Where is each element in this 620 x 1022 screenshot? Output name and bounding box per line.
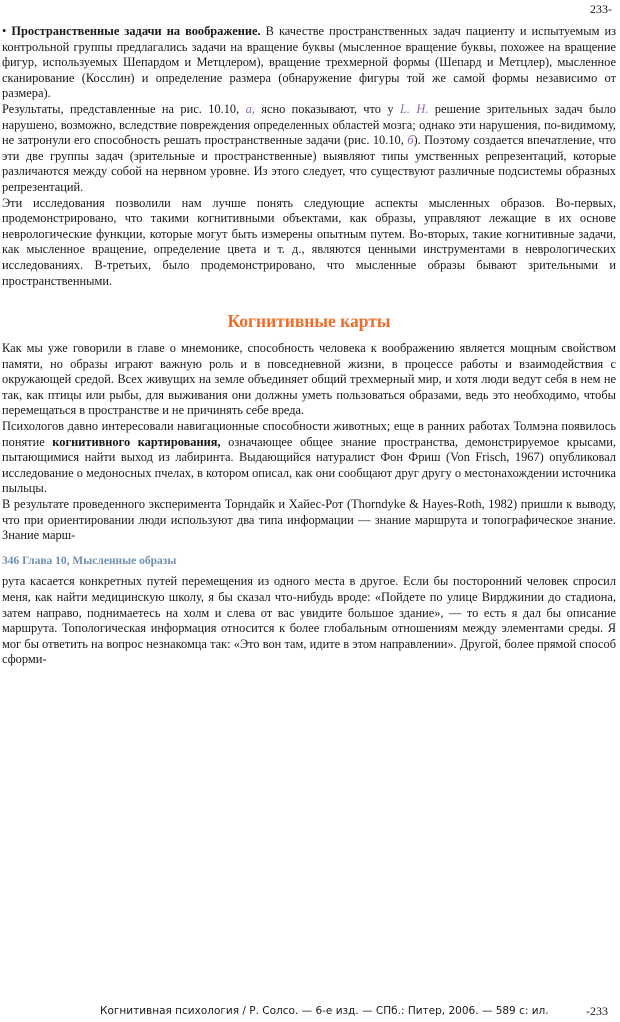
section-heading: Когнитивные карты [227,311,391,332]
paragraph-results [2,102,616,196]
page-number-bottom: -233 [586,1004,608,1018]
text-run: Результаты, представленные на рис. 10.10, [2,101,246,116]
footer-citation: Когнитивная психология / Р. Солсо. — 6-е изд. — СПб.: Питер, 2006. — 589 с: ил. [100,1005,549,1017]
text-run: решение зрительных задач было нарушено, возможно, вследствие повреждения определенных областей мозга; однако эти нарушения, по-видимому, не затронули его способность решать пространственные задачи (рис. 10.10, [2,101,617,148]
figure-ref-a: a, [245,101,255,116]
running-header: 346 Глава 10, Мысленные образы [2,554,177,567]
subject-ref-lh: L. H. [399,101,429,116]
paragraph-route-continued: рута касается конкретных путей перемещения из одного места в другое. Если бы посторонний человек спросил меня, как найти медицинскую школу, я бы сказал что-нибудь вроде: «Пойдете по улице Вирджинии до стадиона, затем направо, поднимаетесь на холм и слева от вас увидите большое здание», — то есть я дал бы описание маршрута. Топологическая информация относится к более глобальным отношениям между элементами среды. Я мог бы ответить на вопрос незнакомца так: «Это вон там, идите в этом направлении». Другой, более прямой способ сформи- [2,574,616,667]
text-run: означающее общее знание пространства, демонстрируемое крысами, пытающимися найти выход из лабиринта. Выдающийся натуралист Фон Фриш (Von Frisch, 1967) опубликовал исследование о медоносных пчелах, в котором описал, как они сообщают друг другу о местонахождении источника пыльцы. [2,434,616,496]
text-run: ясно показывают, что у [254,101,400,116]
text-run: Психологов давно интересовали навигационные способности животных; еще в ранних работах Толмэна появилось понятие [2,419,616,449]
paragraph-text: В качестве пространственных задач пациенту и испытуемым из контрольной группы предлагались задачи на вращение буквы (мысленное вращение буквы, похожее на вращение фигур, используемых Шепардом и Метцлером), вращение трехмерной формы (Шепард и Метцлер), мысленное сканирование (Косслин) и определение размера (обнаружение фигуры той же самой формы независимо от размера). [2,24,616,101]
text-run: ). Поэтому создается впечатление, что эти две группы задач (зрительные и пространственные) выявляют типы умственных репрезентаций, которые различаются между собой на нервном уровне. Из этого следует, что существуют различные подсистемы образных репрезентаций. [2,133,616,194]
paragraph-conclusions: Эти исследования позволили нам лучше понять следующие аспекты мысленных образов. Во-первых, продемонстрировано, что такими когнитивными объектами, как образы, управляют лежащие в их основе неврологические функции, которые могут быть измерены опытным путем. Во-вторых, такие когнитивные задачи, как мысленное вращение, определение цвета и т. д., являются ценными инструментами в неврологических исследованиях. В-третьих, было продемонстрировано, что мысленные образы бывают зрительными и пространственными. [2,195,616,288]
paragraph-navigation [2,419,616,497]
paragraph-spatial-tasks [2,24,616,102]
bold-lead: Пространственные задачи на воображение. [11,24,261,38]
page-number-top: 233- [590,2,612,16]
paragraph-route-knowledge: В результате проведенного эксперимента Торндайк и Хайес-Рот (Thorndyke & Hayes-Roth, 1982) пришли к выводу, что при ориентировании люди используют два типа информации — знание маршрута и топографическое знание. Знание марш- [2,497,616,543]
figure-ref-b: б [407,133,414,148]
bold-term: когнитивного картирования, [52,434,221,449]
page-body [2,24,616,668]
paragraph-imagery-memory: Как мы уже говорили в главе о мнемонике, способность человека к воображению является мощным свойством памяти, но образы играют важную роль и в повседневной жизни, в процессе работы и взаимодействия с окружающей средой. Всех живущих на земле объединяет общий трехмерный мир, и хотя люди ведут себя в нем не так, как птицы или рыбы, для выживания они должны уметь пользоваться образами, ведь это необходимо, чтобы перемещаться в пространстве и не причинять себе вреда. [2,341,616,418]
bullet: • [2,24,7,38]
